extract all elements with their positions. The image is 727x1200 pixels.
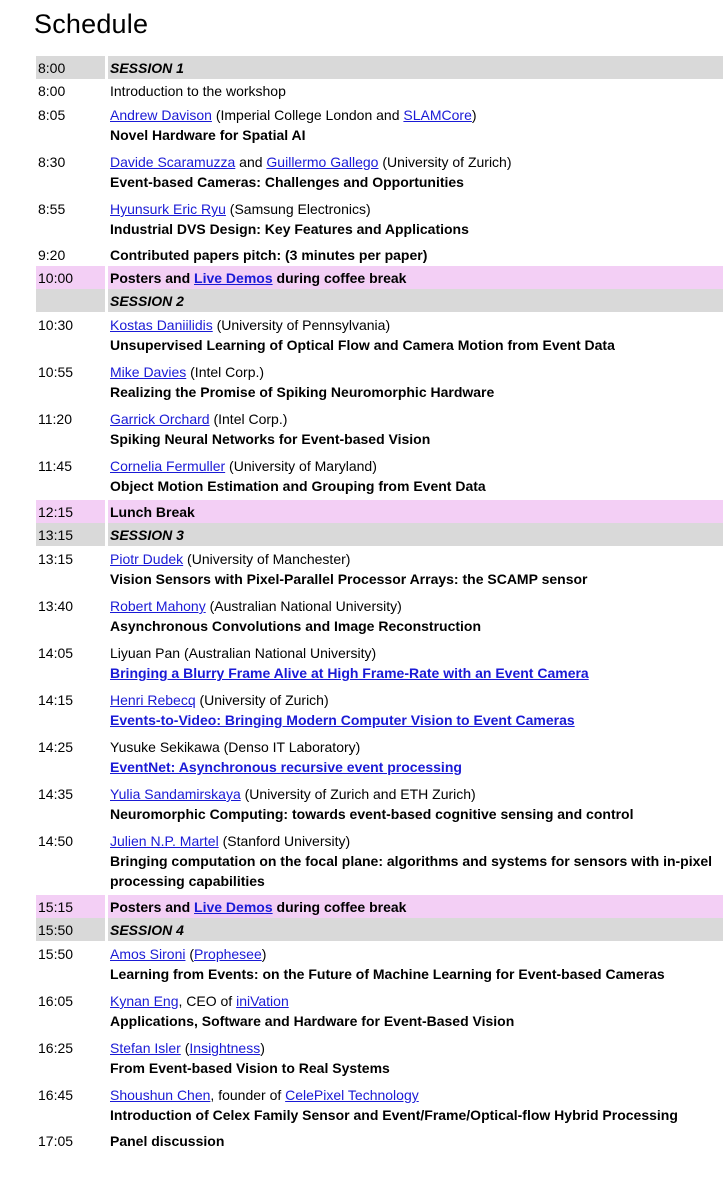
event-line-secondary <box>110 663 723 683</box>
event-cell <box>110 105 723 145</box>
event-cell <box>110 596 723 636</box>
text: Liyuan Pan (Australian National University) <box>110 645 377 661</box>
text: ( <box>185 946 195 962</box>
schedule-row <box>36 453 723 500</box>
link[interactable]: Andrew Davison <box>110 107 212 123</box>
event-cell <box>110 502 723 522</box>
text: , founder of <box>210 1087 286 1103</box>
event-line-secondary <box>110 1105 723 1125</box>
schedule-table <box>36 56 723 1152</box>
link[interactable]: Robert Mahony <box>110 598 206 614</box>
schedule-row <box>36 781 723 828</box>
text: (Stanford University) <box>218 833 351 849</box>
text: Event-based Cameras: Challenges and Opportunities <box>110 174 464 190</box>
event-line-primary <box>110 1131 723 1151</box>
event-cell <box>110 737 723 777</box>
time-cell: 12:15 <box>38 504 74 520</box>
schedule-row <box>36 1082 723 1129</box>
text: Neuromorphic Computing: towards event-based cognitive sensing and control <box>110 806 634 822</box>
row-highlight <box>36 289 105 312</box>
event-line-primary <box>110 920 723 940</box>
session-label: SESSION 4 <box>110 922 184 938</box>
schedule-row <box>36 640 723 687</box>
session-header-row <box>36 523 723 546</box>
event-line-secondary <box>110 429 723 449</box>
event-line-primary <box>110 1038 723 1058</box>
schedule-row <box>36 406 723 453</box>
text: (Intel Corp.) <box>209 411 288 427</box>
event-line-secondary <box>110 804 723 824</box>
time-cell: 8:00 <box>38 83 66 99</box>
schedule-row <box>36 988 723 1035</box>
time-cell: 8:05 <box>38 107 66 123</box>
text: Introduction of Celex Family Sensor and Event/Frame/Optical-flow Hybrid Processing <box>110 1107 678 1123</box>
event-line-secondary <box>110 476 723 496</box>
time-cell: 16:05 <box>38 993 74 1009</box>
text: during coffee break <box>272 270 407 286</box>
event-cell <box>110 944 723 984</box>
event-cell <box>110 245 723 265</box>
event-line-secondary <box>110 757 723 777</box>
link[interactable]: Yulia Sandamirskaya <box>110 786 241 802</box>
text: (Australian National University) <box>205 598 402 614</box>
time-cell: 14:50 <box>38 833 74 849</box>
event-line-primary <box>110 58 723 78</box>
event-line-primary <box>110 525 723 545</box>
link[interactable]: Amos Sironi <box>110 946 186 962</box>
link[interactable]: Piotr Dudek <box>110 551 184 567</box>
page-title: Schedule <box>34 9 149 39</box>
session-label: SESSION 2 <box>110 293 184 309</box>
time-cell: 11:45 <box>38 458 72 474</box>
text: during coffee break <box>272 899 407 915</box>
event-line-secondary <box>110 964 723 984</box>
time-cell: 14:25 <box>38 739 74 755</box>
time-cell: 16:25 <box>38 1040 74 1056</box>
event-line-secondary <box>110 125 723 145</box>
event-line-secondary <box>110 219 723 239</box>
time-cell: 15:15 <box>38 899 74 915</box>
event-cell <box>110 199 723 239</box>
text: Unsupervised Learning of Optical Flow and Camera Motion from Event Data <box>110 337 615 353</box>
link[interactable]: Live Demos <box>194 899 273 915</box>
event-cell <box>110 315 723 355</box>
time-cell: 14:05 <box>38 645 74 661</box>
link[interactable]: EventNet: Asynchronous recursive event processing <box>110 759 462 775</box>
event-cell <box>110 1131 723 1151</box>
event-cell <box>110 1085 723 1125</box>
break-row <box>36 500 723 523</box>
event-line-primary <box>110 897 723 917</box>
time-cell: 13:40 <box>38 598 74 614</box>
text: Introduction to the workshop <box>110 83 286 99</box>
event-line-secondary <box>110 1011 723 1031</box>
time-cell: 14:15 <box>38 692 74 708</box>
time-cell: 13:15 <box>38 551 74 567</box>
text: and <box>235 154 267 170</box>
link[interactable]: iniVation <box>236 993 289 1009</box>
link[interactable]: Hyunsurk Eric Ryu <box>110 201 226 217</box>
event-line-secondary <box>110 382 723 402</box>
event-cell <box>110 1038 723 1078</box>
event-line-primary <box>110 690 723 710</box>
link[interactable]: Stefan Isler <box>110 1040 181 1056</box>
event-cell <box>110 58 723 78</box>
schedule-row <box>36 312 723 359</box>
event-line-primary <box>110 81 723 101</box>
time-cell: 8:00 <box>38 60 66 76</box>
text: Industrial DVS Design: Key Features and Applications <box>110 221 469 237</box>
event-line-primary <box>110 549 723 569</box>
event-line-primary <box>110 268 723 288</box>
schedule-row <box>36 546 723 593</box>
event-line-primary <box>110 596 723 616</box>
event-cell <box>110 690 723 730</box>
time-cell: 13:15 <box>38 527 74 543</box>
schedule-row <box>36 687 723 734</box>
link[interactable]: Kostas Daniilidis <box>110 317 213 333</box>
text: From Event-based Vision to Real Systems <box>110 1060 390 1076</box>
event-line-primary <box>110 643 723 663</box>
event-line-primary <box>110 784 723 804</box>
event-line-secondary <box>110 710 723 730</box>
event-cell <box>110 920 723 940</box>
time-cell: 14:35 <box>38 786 74 802</box>
text: ) <box>471 107 477 123</box>
time-cell: 8:55 <box>38 201 66 217</box>
link[interactable]: Cornelia Fermuller <box>110 458 226 474</box>
event-cell <box>110 525 723 545</box>
event-line-secondary <box>110 851 723 891</box>
event-line-primary <box>110 362 723 382</box>
text: Learning from Events: on the Future of Machine Learning for Event-based Cameras <box>110 966 665 982</box>
text: Realizing the Promise of Spiking Neuromorphic Hardware <box>110 384 495 400</box>
link[interactable]: Events-to-Video: Bringing Modern Computer Vision to Event Cameras <box>110 712 575 728</box>
schedule-row <box>36 734 723 781</box>
text: Novel Hardware for Spatial AI <box>110 127 306 143</box>
event-cell <box>110 268 723 288</box>
event-cell <box>110 362 723 402</box>
text: Vision Sensors with Pixel-Parallel Processor Arrays: the SCAMP sensor <box>110 571 588 587</box>
break-row <box>36 266 723 289</box>
event-line-secondary <box>110 335 723 355</box>
link[interactable]: Mike Davies <box>110 364 187 380</box>
text: ) <box>261 946 267 962</box>
text: ) <box>260 1040 265 1056</box>
schedule-row <box>36 196 723 243</box>
text: Object Motion Estimation and Grouping from Event Data <box>110 478 486 494</box>
schedule-row <box>36 941 723 988</box>
text: Panel discussion <box>110 1133 225 1149</box>
session-label: SESSION 1 <box>110 60 184 76</box>
event-line-primary <box>110 831 723 851</box>
text: ( <box>180 1040 190 1056</box>
time-cell: 9:20 <box>38 247 66 263</box>
link[interactable]: Prophesee <box>194 946 262 962</box>
text: Posters and <box>110 270 195 286</box>
link[interactable]: Julien N.P. Martel <box>110 833 219 849</box>
event-line-secondary <box>110 1058 723 1078</box>
schedule-row <box>36 243 723 266</box>
schedule-row <box>36 593 723 640</box>
schedule-row <box>36 102 723 149</box>
text: (University of Pennsylvania) <box>212 317 391 333</box>
event-line-primary <box>110 502 723 522</box>
event-line-primary <box>110 315 723 335</box>
event-line-primary <box>110 944 723 964</box>
text: (Samsung Electronics) <box>225 201 371 217</box>
event-cell <box>110 81 723 101</box>
link[interactable]: Bringing a Blurry Frame Alive at High Frame-Rate with an Event Camera <box>110 665 589 681</box>
time-cell: 10:30 <box>38 317 74 333</box>
event-line-secondary <box>110 616 723 636</box>
link[interactable]: Kynan Eng <box>110 993 179 1009</box>
event-cell <box>110 291 723 311</box>
text: Posters and <box>110 899 195 915</box>
event-cell <box>110 831 723 891</box>
event-line-primary <box>110 199 723 219</box>
time-cell: 8:30 <box>38 154 66 170</box>
event-line-primary <box>110 291 723 311</box>
event-line-secondary <box>110 172 723 192</box>
link[interactable]: Live Demos <box>194 270 273 286</box>
link[interactable]: CelePixel Technology <box>285 1087 419 1103</box>
event-line-primary <box>110 456 723 476</box>
time-cell: 16:45 <box>38 1087 74 1103</box>
time-cell: 10:55 <box>38 364 74 380</box>
link[interactable]: Davide Scaramuzza <box>110 154 236 170</box>
event-line-primary <box>110 991 723 1011</box>
event-cell <box>110 456 723 496</box>
link[interactable]: Henri Rebecq <box>110 692 196 708</box>
schedule-row <box>36 79 723 102</box>
schedule-row <box>36 1129 723 1152</box>
event-cell <box>110 991 723 1031</box>
event-line-primary <box>110 105 723 125</box>
session-label: SESSION 3 <box>110 527 184 543</box>
text: Yusuke Sekikawa (Denso IT Laboratory) <box>110 739 361 755</box>
event-cell <box>110 897 723 917</box>
text: Contributed papers pitch: (3 minutes per paper) <box>110 247 428 263</box>
text: (Intel Corp.) <box>186 364 265 380</box>
schedule-row <box>36 828 723 895</box>
event-line-primary <box>110 152 723 172</box>
event-line-primary <box>110 245 723 265</box>
time-cell: 17:05 <box>38 1133 74 1149</box>
text: Asynchronous Convolutions and Image Reconstruction <box>110 618 482 634</box>
time-cell: 10:00 <box>38 270 74 286</box>
link[interactable]: Guillermo Gallego <box>266 154 379 170</box>
schedule-row <box>36 359 723 406</box>
event-line-secondary <box>110 569 723 589</box>
event-cell <box>110 784 723 824</box>
event-line-primary <box>110 1085 723 1105</box>
text: Applications, Software and Hardware for Event-Based Vision <box>110 1013 515 1029</box>
session-header-row <box>36 918 723 941</box>
text: Lunch Break <box>110 504 195 520</box>
event-cell <box>110 409 723 449</box>
schedule-row <box>36 149 723 196</box>
text: (Imperial College London and <box>211 107 404 123</box>
session-header-row <box>36 289 723 312</box>
event-cell <box>110 549 723 589</box>
time-cell: 11:20 <box>38 411 72 427</box>
link[interactable]: Garrick Orchard <box>110 411 210 427</box>
text: , CEO of <box>178 993 237 1009</box>
text: Bringing computation on the focal plane: algorithms and systems for sensors with in-pixel processing capabilities <box>110 853 713 889</box>
event-cell <box>110 152 723 192</box>
link[interactable]: SLAMCore <box>403 107 472 123</box>
text: Spiking Neural Networks for Event-based Vision <box>110 431 431 447</box>
time-cell: 15:50 <box>38 922 74 938</box>
link[interactable]: Shoushun Chen <box>110 1087 211 1103</box>
event-line-primary <box>110 737 723 757</box>
event-cell <box>110 643 723 683</box>
break-row <box>36 895 723 918</box>
session-header-row <box>36 56 723 79</box>
event-line-primary <box>110 409 723 429</box>
text: (University of Maryland) <box>225 458 377 474</box>
schedule-row <box>36 1035 723 1082</box>
text: (University of Zurich) <box>195 692 329 708</box>
text: (University of Zurich) <box>378 154 512 170</box>
text: (University of Zurich and ETH Zurich) <box>240 786 476 802</box>
link[interactable]: Insightness <box>189 1040 261 1056</box>
text: (University of Manchester) <box>183 551 351 567</box>
time-cell: 15:50 <box>38 946 74 962</box>
